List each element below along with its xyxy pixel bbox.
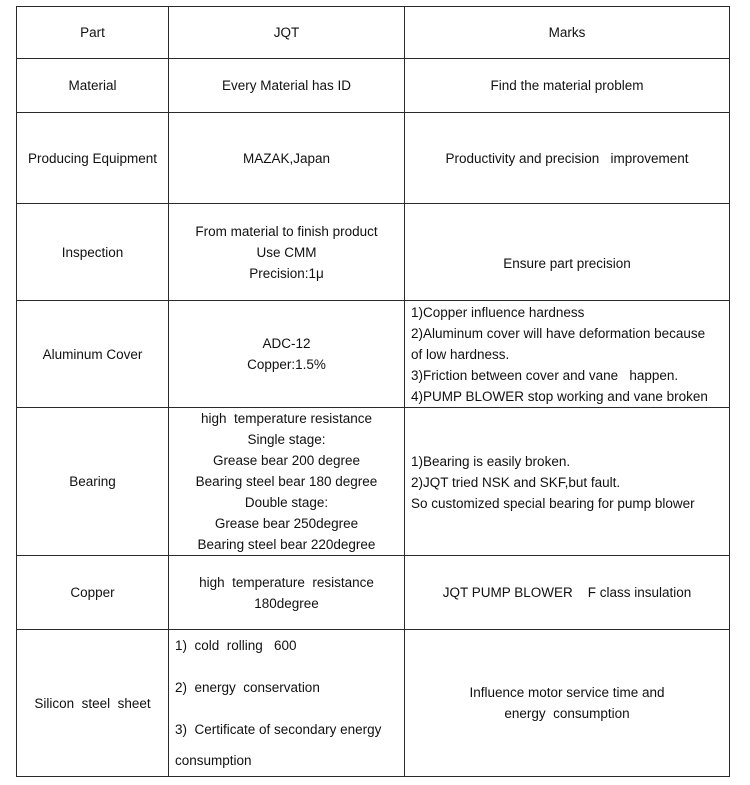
jqt-line: high temperature resistance [200, 411, 373, 426]
marks-line: 3)Friction between cover and vane happen. [411, 367, 679, 383]
table-row [17, 301, 730, 408]
part-cell: Aluminum Cover [17, 301, 169, 408]
jqt-line: Copper:1.5% [247, 357, 326, 372]
marks-cell [405, 408, 730, 556]
jqt-line: Grease bear 250degree [214, 516, 359, 531]
header-jqt: JQT [169, 7, 405, 59]
jqt-line: Bearing steel bear 220degree [197, 537, 376, 552]
marks-line: Productivity and precision improvement [445, 150, 689, 166]
jqt-line: MAZAK,Japan [242, 150, 331, 166]
part-cell: Inspection [17, 204, 169, 301]
table-row [17, 630, 730, 777]
jqt-line: Single stage: [247, 432, 326, 447]
jqt-line: Grease bear 200 degree [212, 453, 361, 468]
table-row [17, 59, 730, 113]
marks-line: 2)JQT tried NSK and SKF,but fault. [411, 474, 621, 490]
jqt-line: Use CMM [256, 244, 317, 260]
marks-line: energy consumption [504, 706, 630, 721]
jqt-line: From material to finish product [195, 223, 378, 239]
part-cell: Bearing [17, 408, 169, 556]
jqt-cell [169, 301, 405, 408]
table-row [17, 556, 730, 630]
marks-line: Ensure part precision [503, 255, 631, 271]
marks-line: Find the material problem [490, 78, 644, 93]
jqt-cell [169, 204, 405, 301]
jqt-cell [169, 630, 405, 777]
jqt-cell [169, 408, 405, 556]
table-row [17, 113, 730, 204]
marks-cell [405, 301, 730, 408]
part-cell: Copper [17, 556, 169, 630]
part-cell: Silicon steel sheet [17, 630, 169, 777]
jqt-line: Precision:1μ [249, 265, 324, 281]
marks-cell [405, 630, 730, 777]
jqt-cell [169, 59, 405, 113]
marks-line: of low hardness. [411, 346, 510, 362]
jqt-line: 180degree [254, 595, 319, 611]
jqt-line: high temperature resistance [199, 574, 374, 590]
table-row [17, 204, 730, 301]
jqt-line: Bearing steel bear 180 degree [195, 474, 378, 489]
part-cell: Producing Equipment [17, 113, 169, 204]
jqt-line: Double stage: [244, 495, 329, 510]
jqt-line: 3) Certificate of secondary energy [175, 722, 382, 737]
marks-cell [405, 556, 730, 630]
header-row [17, 7, 730, 59]
table-row [17, 408, 730, 556]
jqt-line: ADC-12 [262, 336, 311, 351]
jqt-cell [169, 556, 405, 630]
jqt-line: 2) energy conservation [175, 680, 320, 695]
jqt-line: 1) cold rolling 600 [175, 638, 297, 653]
jqt-cell [169, 113, 405, 204]
marks-line: 4)PUMP BLOWER stop working and vane broken [411, 388, 708, 404]
part-cell: Material [17, 59, 169, 113]
header-part: Part [17, 7, 169, 59]
marks-line: 1)Copper influence hardness [411, 304, 585, 320]
marks-cell [405, 113, 730, 204]
header-marks: Marks [405, 7, 730, 59]
marks-line: 1)Bearing is easily broken. [411, 453, 571, 469]
marks-line: So customized special bearing for pump blower [411, 495, 695, 511]
marks-line: Influence motor service time and [469, 685, 665, 700]
marks-line: JQT PUMP BLOWER F class insulation [442, 585, 692, 600]
marks-line: 2)Aluminum cover will have deformation because [411, 325, 706, 341]
marks-cell [405, 204, 730, 301]
marks-cell [405, 59, 730, 113]
spec-table [16, 6, 730, 777]
jqt-line: Every Material has ID [221, 78, 352, 93]
jqt-line: consumption [175, 753, 252, 768]
